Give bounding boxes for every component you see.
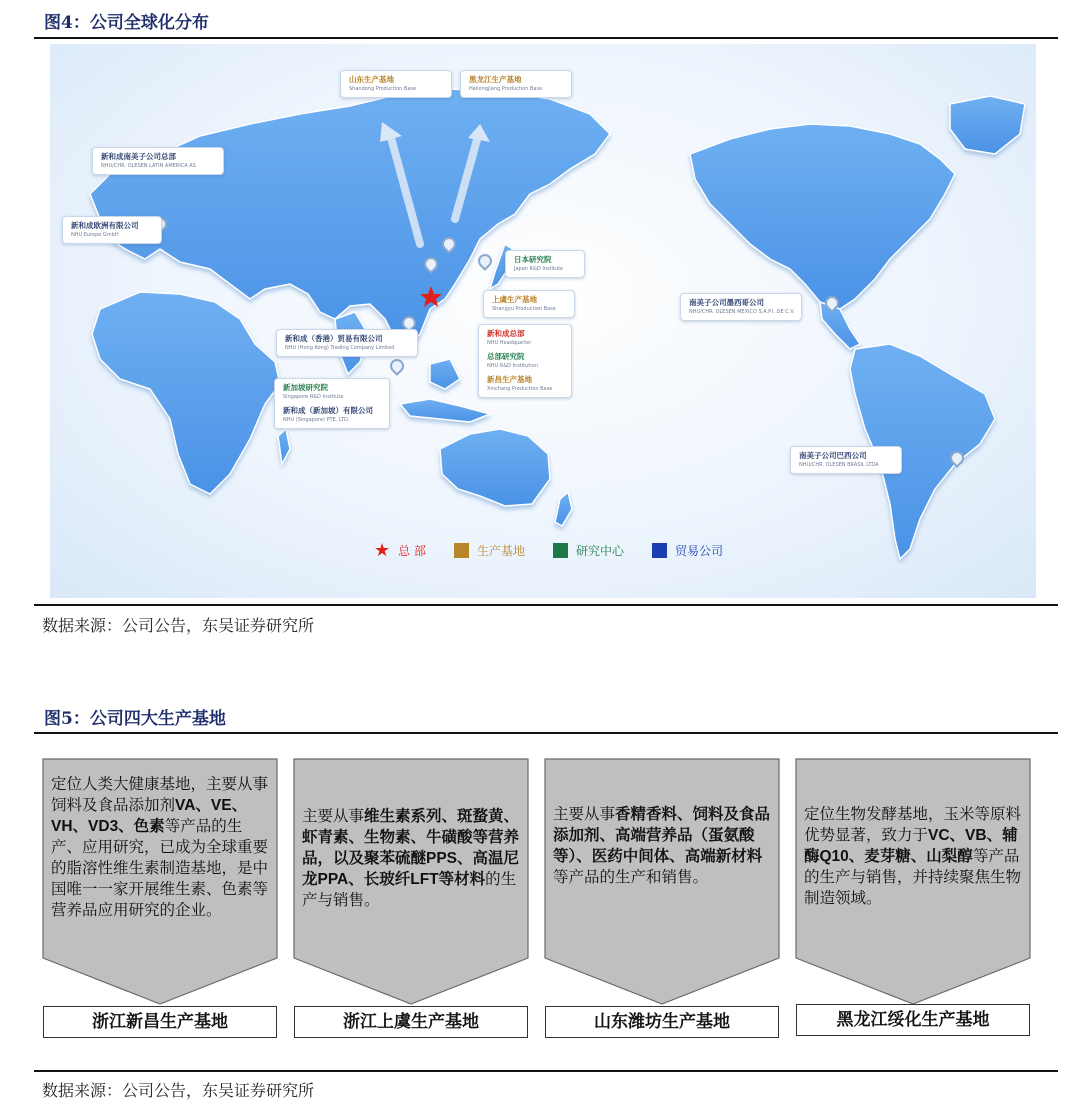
label-japan-rd: 日本研究院 Japan R&D Institute — [505, 250, 585, 278]
indonesia-landmass — [400, 399, 490, 422]
borneo-landmass — [430, 359, 460, 389]
swatch-icon — [553, 543, 568, 558]
label-hongkong: 新和成（香港）贸易有限公司 NHU (Hong Kong) Trading Company Limited — [276, 329, 418, 357]
swatch-icon — [652, 543, 667, 558]
legend-item-research — [553, 542, 624, 559]
figure5-bottom-rule — [34, 1070, 1058, 1072]
figure4-bottom-rule — [34, 604, 1058, 606]
star-icon: ★ — [374, 540, 391, 561]
swatch-icon — [454, 543, 469, 558]
label-hq-group: 新和成总部 NHU Headquarter 总部研究院 NHU R&D Institution 新昌生产基地 Xinchang Production Base — [478, 324, 572, 398]
figure4-top-rule — [34, 37, 1058, 39]
map-legend — [374, 542, 751, 559]
legend-item-hq — [374, 542, 426, 559]
base-card-shangyu — [293, 758, 529, 1006]
base-description: 定位生物发酵基地，玉米等原料优势显著，致力于VC、VB、辅酶Q10、麦芽糖、山梨醇等产品的生产与销售，并持续聚焦生物制造领域。 — [804, 806, 1022, 907]
legend-label: 贸易公司 — [675, 544, 724, 558]
label-heilongjiang: 黑龙江生产基地 Heilongjiang Production Base — [460, 70, 572, 98]
label-mexico: 南美子公司墨西哥公司 NHU/CHR. OLESEN MEXICO S.A.P.I. DE C.V. — [680, 293, 802, 321]
legend-item-production — [454, 542, 525, 559]
base-card-suihua — [795, 758, 1031, 1006]
legend-label: 总 部 — [398, 544, 426, 558]
world-map — [50, 44, 1036, 598]
base-card-weifang — [544, 758, 780, 1006]
north-america-landmass — [690, 124, 955, 309]
map-landmasses — [50, 44, 1036, 598]
base-card-xinchang — [42, 758, 278, 1006]
label-shangyu: 上虞生产基地 Shangyu Production Base — [483, 290, 575, 318]
legend-item-trading — [652, 542, 723, 559]
label-shandong: 山东生产基地 Shandong Production Base — [340, 70, 452, 98]
base-description: 主要从事香精香料、饲料及食品添加剂、高端营养品（蛋氨酸等）、医药中间体、高端新材料等产品的生产和销售。 — [553, 806, 771, 886]
figure5-top-rule — [34, 732, 1058, 734]
label-latin-america: 新和成南美子公司总部 NHU/CHR. OLESEN LATIN AMERICA AS — [92, 147, 224, 175]
africa-landmass — [92, 292, 280, 494]
legend-label: 研究中心 — [575, 544, 624, 558]
new-zealand-landmass — [555, 492, 572, 526]
central-america-landmass — [820, 302, 860, 349]
label-europe: 新和成欧洲有限公司 NHU Europe GmbH — [62, 216, 162, 244]
figure4-title: 图4：公司全球化分布 — [44, 13, 209, 33]
base-name-suihua: 黑龙江绥化生产基地 — [796, 1004, 1030, 1036]
madagascar-landmass — [278, 429, 290, 464]
label-singapore-group: 新加坡研究院 Singapore R&D Institute 新和成（新加坡）有限公司 NHU (Singapore) PTE. LTD. — [274, 378, 390, 429]
base-description: 主要从事维生素系列、斑蝥黄、虾青素、生物素、牛磺酸等营养品，以及聚苯硫醚PPS、高温尼龙PPA、长玻纤LFT等材料的生产与销售。 — [302, 808, 520, 909]
base-name-shangyu: 浙江上虞生产基地 — [294, 1006, 528, 1038]
figure4-source: 数据来源：公司公告，东吴证券研究所 — [42, 616, 315, 635]
base-name-xinchang: 浙江新昌生产基地 — [43, 1006, 277, 1038]
base-name-weifang: 山东潍坊生产基地 — [545, 1006, 779, 1038]
label-brazil: 南美子公司巴西公司 NHU/CHR. OLESEN BRASIL LTDA — [790, 446, 902, 474]
figure5-source: 数据来源：公司公告，东吴证券研究所 — [42, 1081, 315, 1100]
figure5-title: 图5：公司四大生产基地 — [44, 709, 226, 729]
base-description: 定位人类大健康基地，主要从事饲料及食品添加剂VA、VE、VH、VD3、色素等产品的生产、应用研究，已成为全球重要的脂溶性维生素制造基地，是中国唯一一家开展维生素、色素等营养品应用研究的企业。 — [51, 776, 269, 919]
australia-landmass — [440, 429, 550, 506]
greenland-landmass — [950, 96, 1025, 154]
legend-label: 生产基地 — [476, 544, 525, 558]
